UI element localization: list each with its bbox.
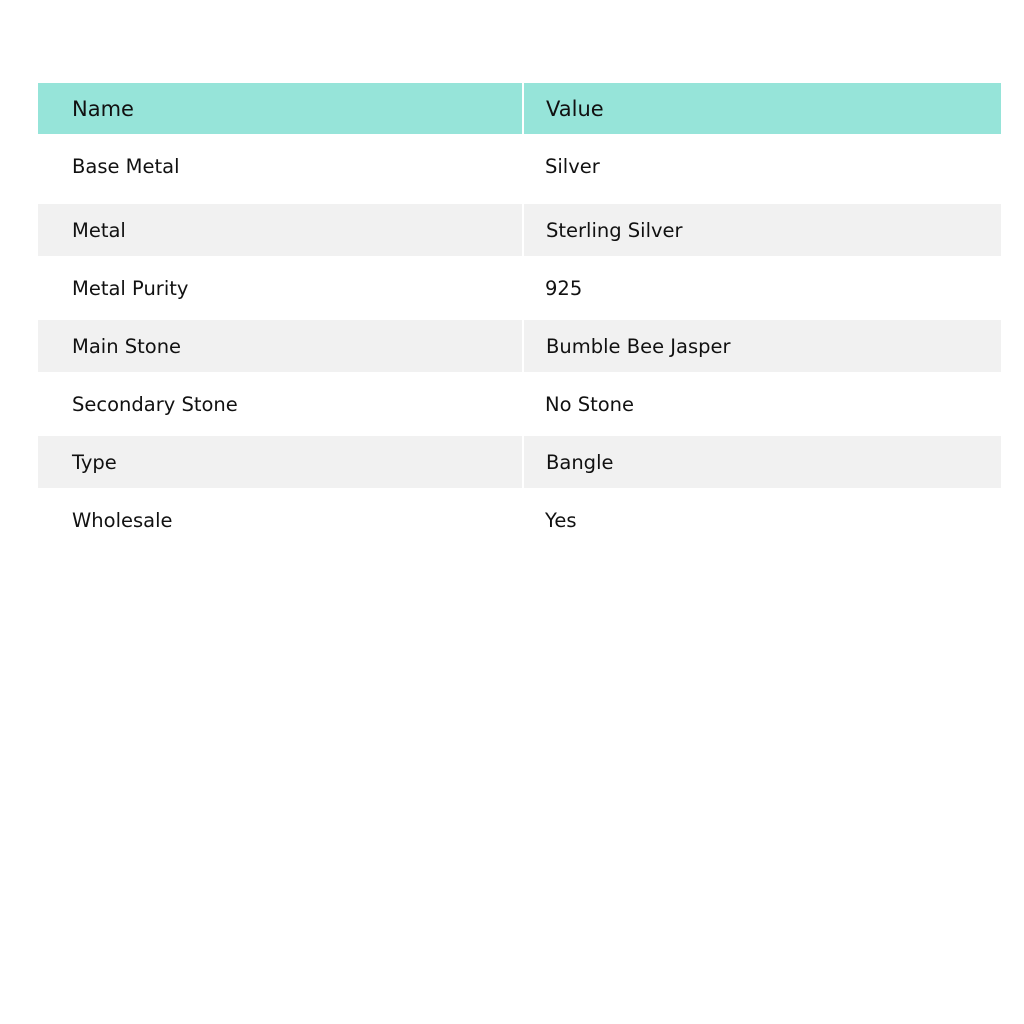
row-value-cell: Yes [545, 508, 577, 532]
row-name-cell: Type [38, 433, 523, 491]
table-row [38, 375, 1001, 433]
row-name-cell: Metal Purity [72, 276, 189, 300]
row-name-cell: Wholesale [72, 508, 173, 532]
row-value-cell: Silver [545, 154, 600, 178]
product-spec-table [38, 83, 1001, 546]
row-value-cell: No Stone [545, 392, 635, 416]
table-row [38, 491, 1001, 546]
table-row [38, 259, 1001, 317]
table-row [38, 134, 1001, 201]
table-row [38, 433, 1001, 491]
column-header-value: Value [523, 83, 1001, 134]
row-name-cell: Secondary Stone [72, 392, 238, 416]
table-header [38, 83, 1001, 134]
column-header-name: Name [38, 83, 523, 134]
table-row [38, 317, 1001, 375]
row-name-cell: Metal [38, 201, 523, 259]
header-row [38, 83, 1001, 134]
row-name-cell: Base Metal [72, 154, 180, 178]
table-row [38, 201, 1001, 259]
row-value-cell: Bangle [523, 433, 1001, 491]
table-body [38, 134, 1001, 546]
row-value-cell: Sterling Silver [523, 201, 1001, 259]
row-value-cell: Bumble Bee Jasper [523, 317, 1001, 375]
row-value-cell: 925 [545, 276, 583, 300]
row-name-cell: Main Stone [38, 317, 523, 375]
